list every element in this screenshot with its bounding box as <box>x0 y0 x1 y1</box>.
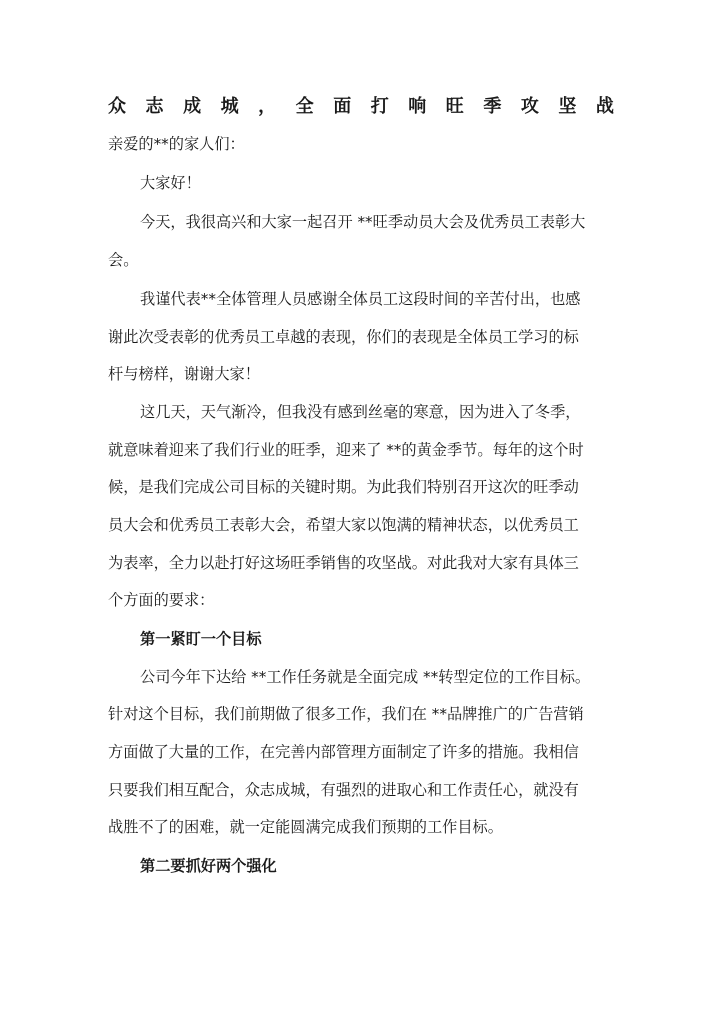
title-char: 坚 <box>558 96 577 117</box>
paragraph-line: 谢此次受表彰的优秀员工卓越的表现，你们的表现是全体员工学习的标 <box>108 328 579 346</box>
title-char: 旺 <box>445 96 464 117</box>
paragraph-line: 公司今年下达给 **工作任务就是全面完成 **转型定位的工作目标。 <box>140 668 591 686</box>
title-char: 城 <box>220 96 239 117</box>
title-char: 战 <box>595 96 614 117</box>
paragraph-line: 只要我们相互配合，众志成城，有强烈的进取心和工作责任心，就没有 <box>108 781 579 799</box>
title-char: 打 <box>370 96 389 117</box>
title-char: 响 <box>408 96 427 117</box>
title-char: 攻 <box>520 96 539 117</box>
title-char: 面 <box>333 96 352 117</box>
title-char: ， <box>258 96 277 117</box>
paragraph-line: 为表率，全力以赴打好这场旺季销售的攻坚战。对此我对大家有具体三 <box>108 554 579 572</box>
paragraph-line: 会。 <box>108 251 139 269</box>
paragraph-line: 这几天，天气渐冷，但我没有感到丝毫的寒意，因为进入了冬季， <box>140 403 581 421</box>
paragraph-line: 方面做了大量的工作，在完善内部管理方面制定了许多的措施。我相信 <box>108 743 579 761</box>
paragraph-line: 就意味着迎来了我们行业的旺季，迎来了 **的黄金季节。每年的这个时 <box>108 441 584 459</box>
title-char: 全 <box>295 96 314 117</box>
paragraph-line: 今天，我很高兴和大家一起召开 **旺季动员大会及优秀员工表彰大 <box>140 213 586 231</box>
title-char: 成 <box>183 96 202 117</box>
paragraph-line: 员大会和优秀员工表彰大会，希望大家以饱满的精神状态，以优秀员工 <box>108 516 579 534</box>
title-char: 季 <box>483 96 502 117</box>
paragraph-line: 个方面的要求： <box>108 591 215 609</box>
section-heading-2: 第二要抓好两个强化 <box>140 857 277 875</box>
section-heading-1: 第一紧盯一个目标 <box>140 630 262 648</box>
paragraph-line: 我谨代表**全体管理人员感谢全体员工这段时间的辛苦付出，也感 <box>140 290 581 308</box>
document-title <box>108 94 614 120</box>
paragraph-line: 杆与榜样，谢谢大家！ <box>108 365 260 383</box>
paragraph-line: 候，是我们完成公司目标的关键时期。为此我们特别召开这次的旺季动 <box>108 478 579 496</box>
salutation: 亲爱的**的家人们： <box>108 135 245 153</box>
greeting: 大家好！ <box>140 174 201 192</box>
title-char: 志 <box>145 96 164 117</box>
title-char: 众 <box>108 96 126 117</box>
paragraph-line: 战胜不了的困难，就一定能圆满完成我们预期的工作目标。 <box>108 818 503 836</box>
paragraph-line: 针对这个目标，我们前期做了很多工作，我们在 **品牌推广的广告营销 <box>108 705 584 723</box>
